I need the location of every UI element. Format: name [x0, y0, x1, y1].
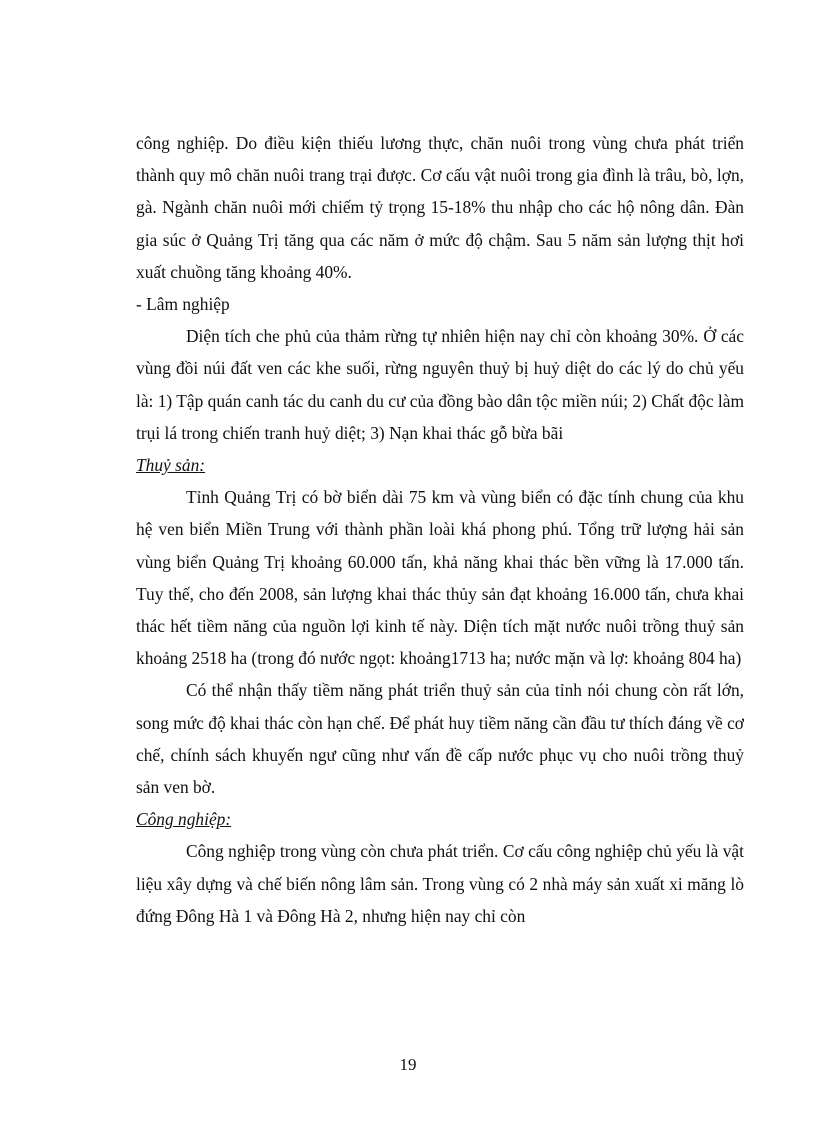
paragraph-fisheries: Tỉnh Quảng Trị có bờ biển dài 75 km và vùng biển có đặc tính chung của khu hệ ven biển Miền Trung với thành phần loài khá phong phú. Tổng trữ lượng hải sản vùng biển Quảng Trị khoảng 60.000 tấn, khả năng khai thác bền vững là 17.000 tấn. Tuy thế, cho đến 2008, sản lượng khai thác thủy sản đạt khoảng 16.000 tấn, chưa khai thác hết tiềm năng của nguồn lợi kinh tế này. Diện tích mặt nước nuôi trồng thuỷ sản khoảng 2518 ha (trong đó nước ngọt: khoảng1713 ha; nước mặn và lợ: khoảng 804 ha)	[136, 487, 744, 669]
document-body	[136, 127, 744, 932]
forestry-label: - Lâm nghiệp	[136, 294, 230, 315]
paragraph-forestry: Diện tích che phủ của thảm rừng tự nhiên hiện nay chỉ còn khoảng 30%. Ở các vùng đồi núi đất ven các khe suối, rừng nguyên thuỷ bị huỷ diệt do các lý do chủ yếu là: 1) Tập quán canh tác du canh du cư của đồng bào dân tộc miền núi; 2) Chất độc làm trụi lá trong chiến tranh huỷ diệt; 3) Nạn khai thác gỗ bừa bãi	[136, 326, 744, 443]
paragraph-fisheries-potential: Có thể nhận thấy tiềm năng phát triển thuỷ sản của tỉnh nói chung còn rất lớn, song mức độ khai thác còn hạn chế. Để phát huy tiềm năng cần đầu tư thích đáng về cơ chế, chính sách khuyến ngư cũng như vấn đề cấp nước phục vụ cho nuôi trồng thuỷ sản ven bờ.	[136, 680, 744, 798]
paragraph-livestock: công nghiệp. Do điều kiện thiếu lương thực, chăn nuôi trong vùng chưa phát triển thành quy mô chăn nuôi trang trại được. Cơ cấu vật nuôi trong gia đình là trâu, bò, lợn, gà. Ngành chăn nuôi mới chiếm tỷ trọng 15-18% thu nhập cho các hộ nông dân. Đàn gia súc ở Quảng Trị tăng qua các năm ở mức độ chậm. Sau 5 năm sản lượng thịt hơi xuất chuồng tăng khoảng 40%.	[136, 133, 744, 282]
page-number: 19	[399, 1055, 417, 1074]
industry-heading-text: Công nghiệp	[136, 809, 226, 830]
fisheries-heading-line	[136, 449, 744, 481]
industry-heading	[136, 809, 231, 829]
fisheries-heading-text: Thuỷ sản	[136, 455, 200, 476]
paragraph-industry: Công nghiệp trong vùng còn chưa phát triển. Cơ cấu công nghiệp chủ yếu là vật liệu xây dựng và chế biến nông lâm sản. Trong vùng có 2 nhà máy sản xuất xi măng lò đứng Đông Hà 1 và Đông Hà 2, nhưng hiện nay chỉ còn	[136, 841, 744, 926]
industry-heading-line	[136, 803, 744, 835]
fisheries-heading	[136, 455, 205, 475]
fisheries-heading-colon: :	[199, 455, 206, 476]
industry-heading-colon: :	[225, 809, 232, 830]
